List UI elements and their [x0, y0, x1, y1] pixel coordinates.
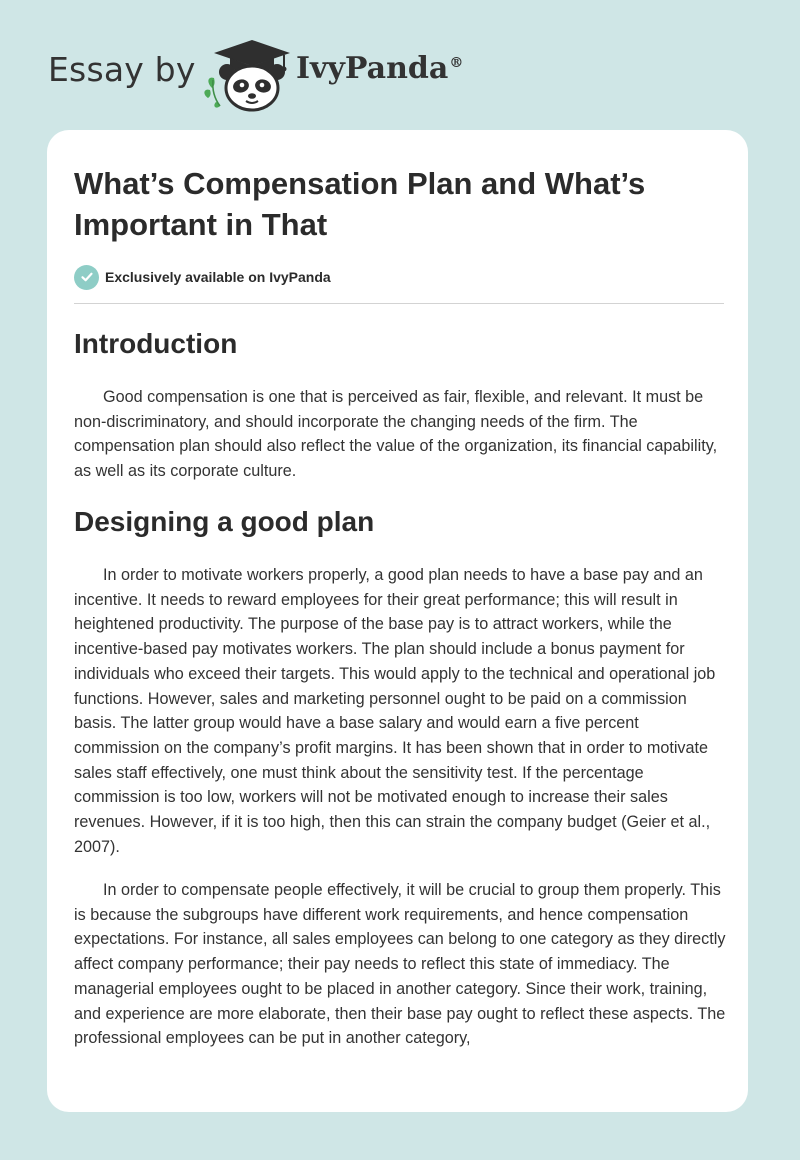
- essay-title: What’s Compensation Plan and What’s Important in That: [74, 166, 646, 242]
- paragraph: In order to compensate people effectively, it will be crucial to group them properly. This is because the subgroups have different work requirements, and hence compensation expectations. For instance, all sales employees can belong to one category as they directly affect company performance; their pay needs to reflect this state of immediacy. The managerial employees ought to be placed in another category. Since their work, training, and experience are more elaborate, then their base pay ought to reflect these aspects. The professional employees can be put in another category,: [74, 881, 726, 1048]
- paragraph: Good compensation is one that is perceived as fair, flexible, and relevant. It must be non-discriminatory, and should incorporate the changing needs of the firm. The compensation plan should also reflect the value of the organization, its financial capability, as well as its corporate culture.: [74, 388, 718, 481]
- paragraph: In order to motivate workers properly, a good plan needs to have a base pay and an incentive. It needs to reward employees for their great performance; this will result in heightened productivity. The purpose of the base pay is to attract workers, while the incentive-based pay motivates workers. The plan should include a bonus payment for individuals who exceed their targets. This would apply to the technical and operational job functions. However, sales and marketing personnel ought to be paid on a commission basis. The latter group would have a base salary and would earn a five percent commission on the company’s profit margins. It has been shown that in order to motivate sales staff effectively, one must think about the sensitivity test. If the percentage commission is too low, workers will not be motivated enough to increase their sales revenues. However, if it is too high, then this can strain the company budget (Geier et al., 2007).: [74, 566, 716, 856]
- title-divider: [74, 303, 724, 304]
- essay-by-label: Essay by: [48, 50, 196, 89]
- section-heading-designing: Designing a good plan: [74, 506, 375, 537]
- section-heading-introduction: Introduction: [74, 328, 238, 359]
- exclusive-badge: [74, 264, 331, 290]
- registered-mark: ®: [449, 55, 464, 71]
- site-header: [0, 0, 800, 130]
- panda-graduate-icon[interactable]: [198, 36, 294, 112]
- brand-name-text: IvyPanda: [296, 51, 449, 86]
- check-icon: [74, 265, 99, 290]
- essay-card: [47, 130, 748, 1112]
- ivypanda-wordmark[interactable]: [296, 51, 463, 86]
- exclusive-badge-label: Exclusively available on IvyPanda: [105, 269, 331, 285]
